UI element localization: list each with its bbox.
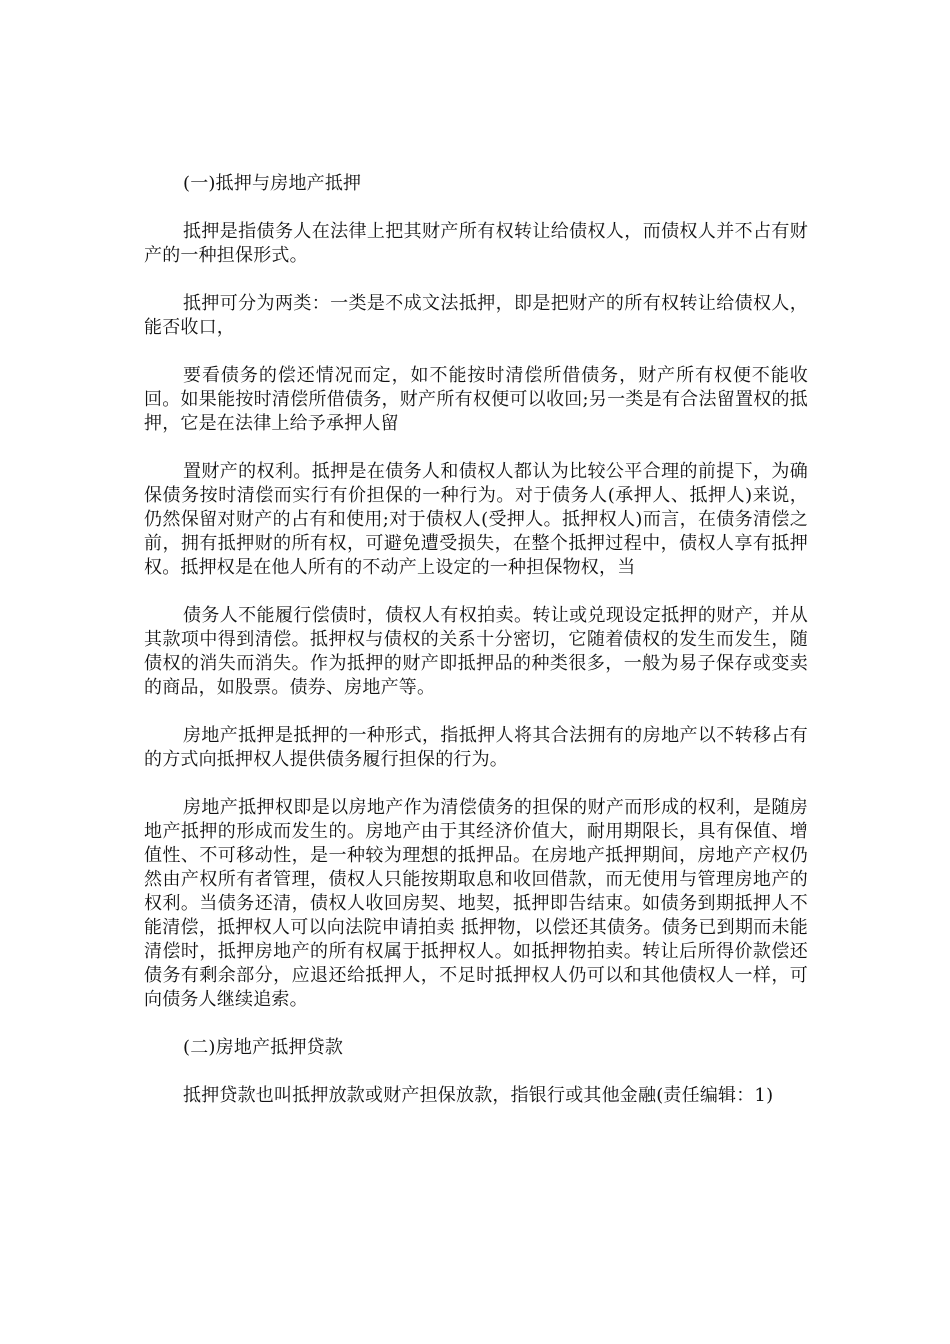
document-body bbox=[144, 172, 808, 1132]
paragraph-lien-rights: 置财产的权利。抵押是在债务人和债权人都认为比较公平合理的前提下，为确保债务按时清偿而实行有价担保的一种行为。对于债务人(承押人、抵押人)来说，仍然保留对财产的占有和使用;对于债权人(受押人。抵押权人)而言，在债务清偿之前，拥有抵押财的所有权，可避免遭受损失，在整个抵押过程中，债权人享有抵押权。抵押权是在他人所有的不动产上设定的一种担保物权，当 bbox=[144, 461, 808, 578]
paragraph-definition: 抵押是指债务人在法律上把其财产所有权转让给债权人，而债权人并不占有财产的一种担保形式。 bbox=[144, 221, 808, 266]
paragraph-mortgage-right: 房地产抵押权即是以房地产作为清偿债务的担保的财产而形成的权利，是随房地产抵押的形成而发生的。房地产由于其经济价值大，耐用期限长，具有保值、增值性、不可移动性，是一种较为理想的抵押品。在房地产抵押期间，房地产产权仍然由产权所有者管理，债权人只能按期取息和收回借款，而无使用与管理房地产的权利。当债务还清，债权人收回房契、地契，抵押即告结束。如债务到期抵押人不能清偿，抵押权人可以向法院申请拍卖 抵押物，以偿还其债务。债务已到期而未能清偿时，抵押房地产的所有权属于抵押权人。如抵押物拍卖。转让后所得价款偿还债务有剩余部分，应退还给抵押人，不足时抵押权人仍可以和其他债权人一样，可向债务人继续追索。 bbox=[144, 797, 808, 1010]
paragraph-real-estate-mortgage: 房地产抵押是抵押的一种形式，指抵押人将其合法拥有的房地产以不转移占有的方式向抵押权人提供债务履行担保的行为。 bbox=[144, 725, 808, 770]
section-heading-2: (二)房地产抵押贷款 bbox=[183, 1037, 344, 1058]
paragraph-repayment: 要看债务的偿还情况而定，如不能按时清偿所借债务，财产所有权便不能收回。如果能按时清偿所借债务，财产所有权便可以收回;另一类是有合法留置权的抵押，它是在法律上给予承押人留 bbox=[144, 365, 808, 434]
paragraph-auction: 债务人不能履行偿债时，债权人有权拍卖。转让或兑现设定抵押的财产，并从其款项中得到清偿。抵押权与债权的关系十分密切，它随着债权的发生而发生，随债权的消失而消失。作为抵押的财产即抵押品的种类很多，一般为易子保存或变卖的商品，如股票。债券、房地产等。 bbox=[144, 605, 808, 698]
section-heading-1: (一)抵押与房地产抵押 bbox=[183, 173, 362, 194]
paragraph-mortgage-loan: 抵押贷款也叫抵押放款或财产担保放款，指银行或其他金融(责任编辑：1) bbox=[183, 1085, 774, 1106]
paragraph-types: 抵押可分为两类：一类是不成文法抵押，即是把财产的所有权转让给债权人，能否收口， bbox=[144, 293, 808, 338]
